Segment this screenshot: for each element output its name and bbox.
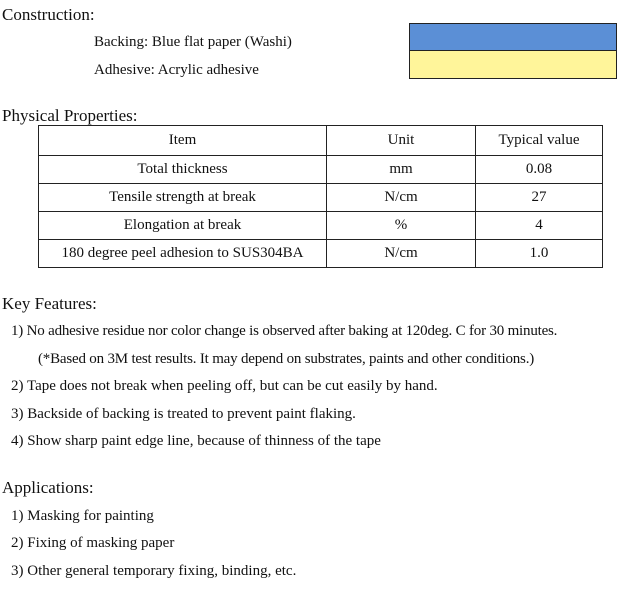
adhesive-description: Adhesive: Acrylic adhesive: [94, 62, 259, 78]
physical-properties-heading: Physical Properties:: [2, 106, 138, 125]
feature-note: (*Based on 3M test results. It may depend on substrates, paints and other conditions.): [38, 351, 535, 367]
physical-properties-table: [38, 125, 603, 268]
feature-item-3: 3) Backside of backing is treated to prevent paint flaking.: [11, 406, 356, 422]
application-item-3: 3) Other general temporary fixing, binding, etc.: [11, 563, 297, 579]
backing-description: Backing: Blue flat paper (Washi): [94, 34, 292, 50]
cell-item: 180 degree peel adhesion to SUS304BA: [39, 240, 327, 268]
table-row: [39, 156, 603, 184]
cell-item: Tensile strength at break: [39, 184, 327, 212]
construction-heading: Construction:: [2, 5, 95, 24]
key-features-heading: Key Features:: [2, 294, 97, 313]
cell-unit: %: [327, 212, 476, 240]
applications-heading: Applications:: [2, 478, 94, 497]
header-unit: Unit: [327, 126, 476, 156]
backing-color-swatch: [409, 23, 617, 51]
adhesive-color-swatch: [409, 50, 617, 79]
cell-unit: mm: [327, 156, 476, 184]
header-item: Item: [39, 126, 327, 156]
feature-item-2: 2) Tape does not break when peeling off, but can be cut easily by hand.: [11, 378, 438, 394]
table-row: [39, 240, 603, 268]
cell-item: Elongation at break: [39, 212, 327, 240]
application-item-2: 2) Fixing of masking paper: [11, 535, 175, 551]
cell-unit: N/cm: [327, 240, 476, 268]
table-header-row: [39, 126, 603, 156]
cell-unit: N/cm: [327, 184, 476, 212]
application-item-1: 1) Masking for painting: [11, 508, 154, 524]
cell-value: 0.08: [476, 156, 603, 184]
cell-value: 27: [476, 184, 603, 212]
header-typical-value: Typical value: [476, 126, 603, 156]
table-row: [39, 212, 603, 240]
cell-value: 1.0: [476, 240, 603, 268]
table-row: [39, 184, 603, 212]
feature-item-1: 1) No adhesive residue nor color change is observed after baking at 120deg. C for 30 minutes.: [11, 323, 558, 339]
feature-item-4: 4) Show sharp paint edge line, because of thinness of the tape: [11, 433, 381, 449]
cell-value: 4: [476, 212, 603, 240]
cell-item: Total thickness: [39, 156, 327, 184]
